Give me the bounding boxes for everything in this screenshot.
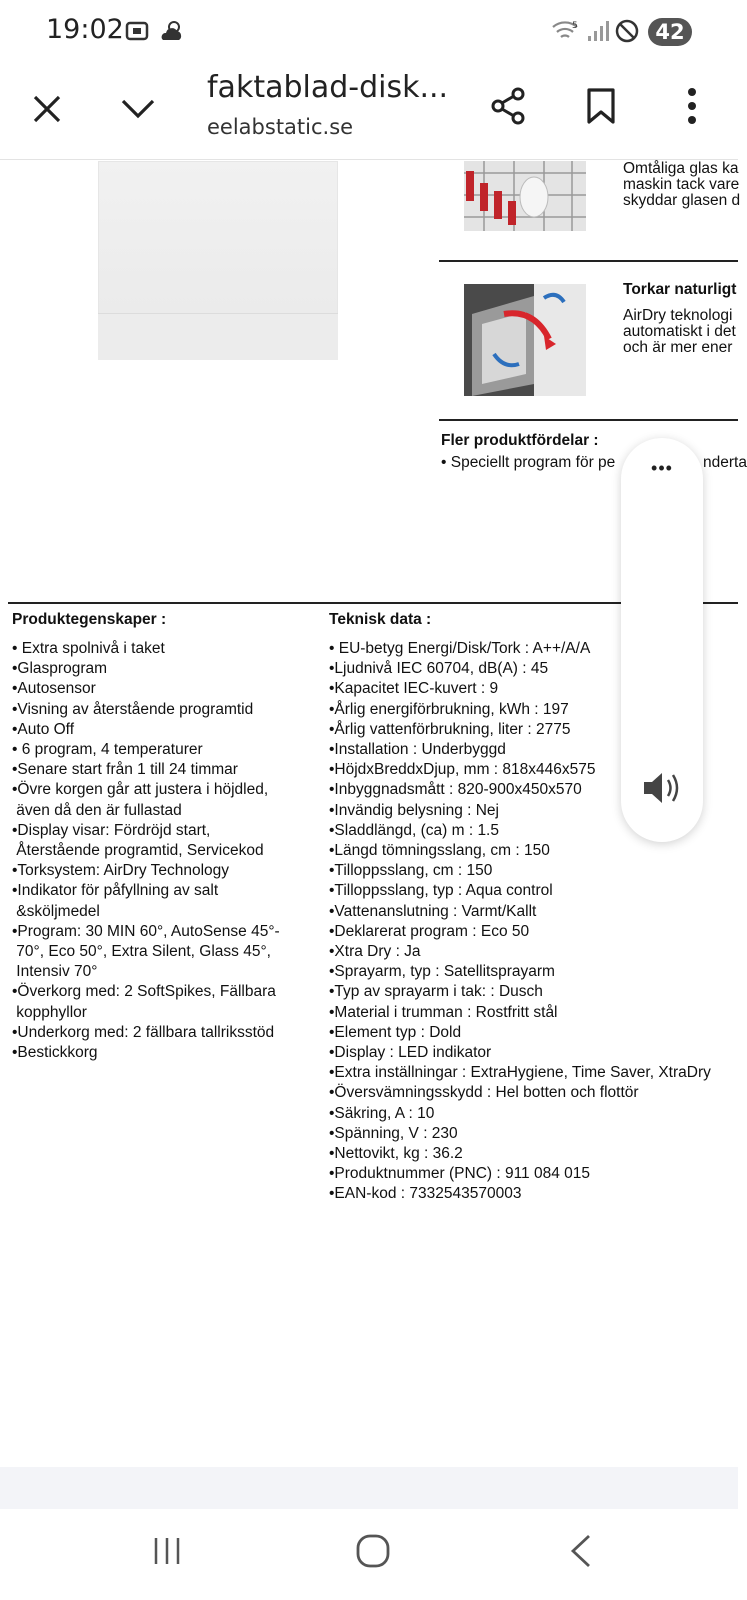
list-item: Återstående programtid, Servicekod [12,842,264,860]
list-item: •Övre korgen går att justera i höjdled, [12,781,269,799]
feature-2-title: Torkar naturligt [623,281,737,298]
system-nav-bar [0,1509,738,1600]
list-item: •Årlig vattenförbrukning, liter : 2775 [329,720,571,738]
page-domain: eelabstatic.se [207,115,354,139]
signal-icon [586,18,610,49]
list-item: •Nettovikt, kg : 36.2 [329,1145,463,1163]
list-item: •Display visar: Fördröjd start, [12,821,211,839]
divider [439,260,738,262]
back-icon [568,1533,594,1574]
list-item: • Extra spolnivå i taket [12,640,165,657]
feature-image-airdry [464,284,586,396]
chevron-down-icon [120,98,156,125]
list-item: •Produktnummer (PNC) : 911 084 015 [329,1165,591,1183]
list-item: •Spänning, V : 230 [329,1124,458,1142]
list-item: •Tilloppsslang, cm : 150 [329,862,493,880]
feature-1-line: maskin tack vare [623,176,740,193]
product-properties-heading: Produktegenskaper : [12,611,167,628]
list-item: •Inbyggnadsmått : 820-900x450x570 [329,781,582,799]
list-item: •Xtra Dry : Ja [329,943,421,961]
list-item: •Kapacitet IEC-kuvert : 9 [329,680,499,698]
list-item: •Extra inställningar : ExtraHygiene, Time Saver, XtraDry [329,1064,711,1082]
list-item: •Deklarerat program : Eco 50 [329,922,530,940]
list-item: •Invändig belysning : Nej [329,801,500,819]
list-item: •Visning av återstående programtid [12,700,254,718]
feature-2-line: automatiskt i det [623,323,736,340]
list-item: &sköljmedel [12,902,100,920]
share-button[interactable] [482,82,534,134]
list-item: •Program: 30 MIN 60°, AutoSense 45°- [12,922,280,940]
share-icon [489,86,527,131]
list-item: •Autosensor [12,680,96,698]
divider [439,419,738,421]
list-item: •Senare start från 1 till 24 timmar [12,761,238,779]
home-button[interactable] [350,1531,396,1575]
browser-toolbar [0,64,738,160]
more-benefits-item: • Speciellt program för pe [441,454,616,471]
list-item: •Installation : Underbyggd [329,741,506,759]
list-item: •Säkring, A : 10 [329,1104,435,1122]
list-item: •Underkorg med: 2 fällbara tallriksstöd [12,1023,275,1041]
list-item: •Bestickkorg [12,1044,98,1062]
home-icon [355,1533,391,1574]
list-item: •Torksystem: AirDry Technology [12,862,230,880]
list-item: •Ljudnivå IEC 60704, dB(A) : 45 [329,660,549,678]
list-item: • EU-betyg Energi/Disk/Tork : A++/A/A [329,640,591,657]
list-item: •Årlig energiförbrukning, kWh : 197 [329,700,569,718]
recent-apps-icon [151,1535,183,1572]
feature-1-line: Omtåliga glas ka [623,160,739,177]
more-benefits-heading: Fler produktfördelar : [441,432,599,449]
feature-2-line: AirDry teknologi [623,307,733,324]
list-item: •Glasprogram [12,660,108,678]
list-item: •Sprayarm, typ : Satellitsprayarm [329,963,555,981]
weather-icon [158,18,186,49]
list-item: •Element typ : Dold [329,1023,462,1041]
feature-1-text [623,161,740,209]
volume-panel[interactable] [621,438,703,842]
list-item: Intensiv 70° [12,963,98,981]
list-item: •Överkorg med: 2 SoftSpikes, Fällbara [12,983,276,1001]
list-item: •Översvämningsskydd : Hel botten och flottör [329,1084,639,1102]
product-image-panel [98,313,338,360]
list-item: •Vattenanslutning : Varmt/Kallt [329,902,537,920]
volume-more-button[interactable]: ••• [651,458,673,478]
list-item: 70°, Eco 50°, Extra Silent, Glass 45°, [12,943,271,961]
wifi-icon [551,18,581,49]
feature-2-text [623,308,736,356]
menu-button[interactable] [666,82,718,134]
bottom-bar [0,1467,738,1509]
bookmark-icon [586,87,616,130]
list-item: •Sladdlängd, (ca) m : 1.5 [329,821,499,839]
list-item: •Indikator för påfyllning av salt [12,882,219,900]
list-item: •Längd tömningsslang, cm : 150 [329,842,550,860]
collapse-button[interactable] [113,86,163,136]
feature-2-line: och är mer ener [623,339,733,356]
close-button[interactable] [22,86,72,136]
page-title: faktablad-disk... [207,70,449,105]
list-item: kopphyllor [12,1003,87,1021]
feature-image-glass-rack [464,161,586,231]
list-item: •Typ av sprayarm i tak: : Dusch [329,983,543,1001]
list-item: •HöjdxBreddxDjup, mm : 818x446x575 [329,761,596,779]
recent-apps-button[interactable] [146,1531,188,1575]
more-benefits-item-tail: nderta [703,454,747,471]
bookmark-button[interactable] [575,82,627,134]
list-item: •Tilloppsslang, typ : Aqua control [329,882,553,900]
status-time: 19:02 [46,14,124,45]
do-not-disturb-icon [614,18,640,49]
technical-data-heading: Teknisk data : [329,611,432,628]
more-vert-icon [686,87,698,130]
screenshot-icon [124,18,150,49]
list-item: •Display : LED indikator [329,1044,492,1062]
list-item: även då den är fullastad [12,801,182,819]
battery-level: 42 [648,18,692,46]
list-item: •Auto Off [12,720,75,738]
back-button[interactable] [560,1531,602,1575]
volume-icon[interactable] [640,768,684,813]
svg-text:5: 5 [572,21,578,31]
list-item: •EAN-kod : 7332543570003 [329,1185,522,1203]
product-properties-list [12,639,280,1063]
feature-1-line: skyddar glasen d [623,192,741,209]
list-item: •Material i trumman : Rostfritt stål [329,1003,558,1021]
status-bar [0,0,738,64]
list-item: • 6 program, 4 temperaturer [12,741,203,759]
close-icon [32,94,62,129]
